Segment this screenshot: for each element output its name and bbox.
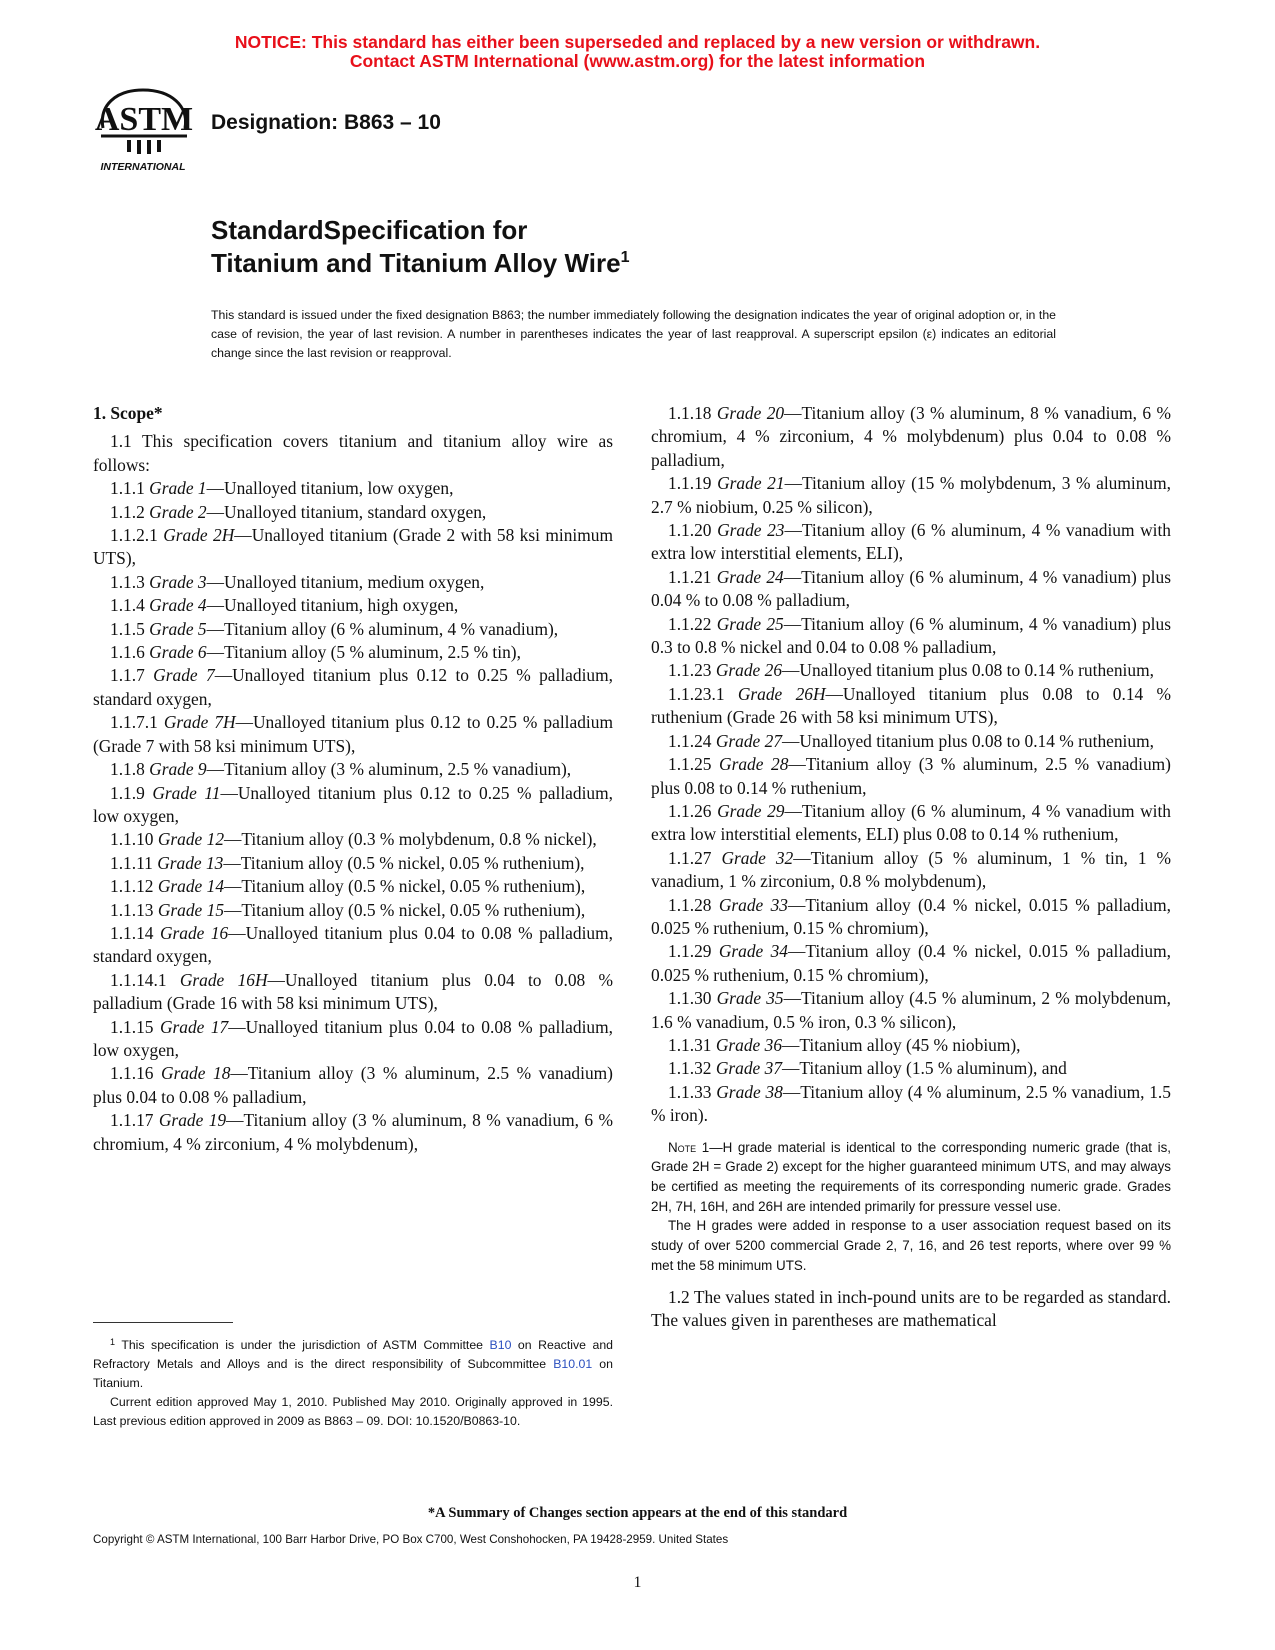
grade-item: 1.1.5 Grade 5—Titanium alloy (6 % aluminum, 4 % vanadium),: [110, 618, 559, 639]
copyright: Copyright © ASTM International, 100 Barr Harbor Drive, PO Box C700, West Conshohocken, PA 19428-2959. United States: [93, 1533, 729, 1546]
grade-item: 1.1.23.1 Grade 26H—Unalloyed titanium plus 0.08 to 0.14 % ruthenium (Grade 26 with 58 ksi minimum UTS),: [651, 683, 1171, 728]
grade-item: 1.1.24 Grade 27—Unalloyed titanium plus 0.08 to 0.14 % ruthenium,: [668, 730, 1154, 751]
astm-logo-icon: [93, 84, 195, 176]
page-number: 1: [633, 1574, 642, 1591]
grade-item: 1.1.4 Grade 4—Unalloyed titanium, high oxygen,: [110, 595, 459, 616]
note-label: Note 1: [668, 1139, 710, 1155]
designation: Designation: B863 – 10: [211, 111, 441, 134]
grade-item: 1.1.19 Grade 21—Titanium alloy (15 % molybdenum, 3 % aluminum, 2.7 % niobium, 0.25 % silicon),: [651, 473, 1171, 517]
notice-line-1: NOTICE: This standard has either been superseded and replaced by a new version or withdrawn.: [234, 32, 1041, 52]
grade-item: 1.1.12 Grade 14—Titanium alloy (0.5 % nickel, 0.05 % ruthenium),: [110, 876, 586, 897]
page-title: [211, 214, 629, 280]
logo-mark: ASTM: [94, 101, 194, 138]
subcommittee-link[interactable]: B10.01: [553, 1357, 593, 1371]
grade-item: 1.1.26 Grade 29—Titanium alloy (6 % aluminum, 4 % vanadium with extra low interstitial elements, ELI) plus 0.08 to 0.14 % ruthenium,: [651, 800, 1171, 845]
grade-item: 1.1.22 Grade 25—Titanium alloy (6 % aluminum, 4 % vanadium) plus 0.3 to 0.8 % nickel and 0.04 to 0.08 % palladium,: [651, 613, 1171, 658]
footnote-1: $^1$ This specification is under the jurisdiction of ASTM Committee B10 on Reactive and Refractory Metals and Alloys and is the direct responsibility of Subcommittee B10.01 on Titanium.: [93, 1337, 613, 1390]
grade-item: 1.1.2 Grade 2—Unalloyed titanium, standard oxygen,: [110, 501, 487, 522]
grade-item: 1.1.32 Grade 37—Titanium alloy (1.5 % aluminum), and: [668, 1058, 1067, 1079]
grade-item: 1.1.33 Grade 38—Titanium alloy (4 % aluminum, 2.5 % vanadium, 1.5 % iron).: [651, 1081, 1171, 1126]
section-heading: 1. Scope*: [93, 403, 163, 423]
note-1-continued: The H grades were added in response to a user association request based on its study of over 5200 commercial Grade 2, 7, 16, and 26 test reports, where over 99 % met the 58 minimum UTS.: [651, 1218, 1171, 1273]
grade-item: 1.1.28 Grade 33—Titanium alloy (0.4 % nickel, 0.015 % palladium, 0.025 % ruthenium, 0.15 % chromium),: [651, 894, 1171, 938]
grade-item: 1.1.31 Grade 36—Titanium alloy (45 % niobium),: [668, 1034, 1021, 1055]
grade-item: 1.1.14.1 Grade 16H—Unalloyed titanium plus 0.04 to 0.08 % palladium (Grade 16 with 58 ksi minimum UTS),: [93, 969, 613, 1014]
grade-item: 1.1.17 Grade 19—Titanium alloy (3 % aluminum, 8 % vanadium, 6 % chromium, 4 % zirconium, 4 % molybdenum),: [93, 1110, 613, 1154]
grade-item: 1.1.14 Grade 16—Unalloyed titanium plus 0.04 to 0.08 % palladium, standard oxygen,: [93, 922, 613, 967]
grade-item: 1.1.25 Grade 28—Titanium alloy (3 % aluminum, 2.5 % vanadium) plus 0.08 to 0.14 % ruthenium,: [651, 754, 1171, 798]
grade-item: 1.1.20 Grade 23—Titanium alloy (6 % aluminum, 4 % vanadium with extra low interstitial elements, ELI),: [651, 520, 1171, 564]
grade-item: 1.1.7.1 Grade 7H—Unalloyed titanium plus 0.12 to 0.25 % palladium (Grade 7 with 58 ksi minimum UTS),: [93, 712, 613, 756]
grade-item: 1.1.27 Grade 32—Titanium alloy (5 % aluminum, 1 % tin, 1 % vanadium, 1 % zirconium, 0.8 % molybdenum),: [651, 847, 1171, 892]
title-footnote-ref: 1: [620, 249, 630, 266]
summary-of-changes-note: *A Summary of Changes section appears at the end of this standard: [427, 1505, 848, 1521]
grade-list-right: [651, 402, 1171, 1128]
footnote-divider: [93, 1322, 233, 1323]
logo-org: INTERNATIONAL: [100, 161, 186, 173]
title-line-1: StandardSpecification for: [211, 215, 528, 245]
grade-item: 1.1.8 Grade 9—Titanium alloy (3 % aluminum, 2.5 % vanadium),: [110, 759, 572, 780]
grade-item: 1.1.29 Grade 34—Titanium alloy (0.4 % nickel, 0.015 % palladium, 0.025 % ruthenium, 0.15 % chromium),: [651, 941, 1171, 985]
grade-item: 1.1.6 Grade 6—Titanium alloy (5 % aluminum, 2.5 % tin),: [110, 642, 521, 663]
grade-item: 1.1.18 Grade 20—Titanium alloy (3 % aluminum, 8 % vanadium, 6 % chromium, 4 % zirconium, 4 % molybdenum) plus 0.04 to 0.08 % palladium,: [651, 403, 1171, 470]
intro-paragraph: This standard is issued under the fixed designation B863; the number immediately following the designation indicates the year of original adoption or, in the case of revision, the year of last revision. A number in parentheses indicates the year of last reapproval. A superscript epsilon (ε) indicates an editorial change since the last revision or reapproval.: [211, 308, 1056, 360]
grade-item: 1.1.30 Grade 35—Titanium alloy (4.5 % aluminum, 2 % molybdenum, 1.6 % vanadium, 0.5 % iron, 0.3 % silicon),: [651, 988, 1171, 1032]
title-line-2: [211, 247, 629, 280]
grade-item: 1.1.2.1 Grade 2H—Unalloyed titanium (Grade 2 with 58 ksi minimum UTS),: [93, 525, 613, 569]
notice-banner: [0, 33, 1275, 71]
right-column: [651, 402, 1171, 1332]
grade-item: 1.1.11 Grade 13—Titanium alloy (0.5 % nickel, 0.05 % ruthenium),: [110, 852, 585, 873]
paragraph-1-1: 1.1 This specification covers titanium and titanium alloy wire as follows:: [93, 431, 613, 475]
title-text: Titanium and Titanium Alloy Wire: [211, 248, 621, 278]
grade-item: 1.1.9 Grade 11—Unalloyed titanium plus 0.12 to 0.25 % palladium, low oxygen,: [93, 782, 613, 826]
footnote-2: Current edition approved May 1, 2010. Published May 2010. Originally approved in 1995. Last previous edition approved in 2009 as B863 – 09. DOI: 10.1520/B0863-10.: [93, 1395, 613, 1428]
grade-item: 1.1.23 Grade 26—Unalloyed titanium plus 0.08 to 0.14 % ruthenium,: [668, 660, 1154, 681]
grade-item: 1.1.13 Grade 15—Titanium alloy (0.5 % nickel, 0.05 % ruthenium),: [110, 899, 586, 920]
left-column: [93, 402, 613, 1156]
grade-item: 1.1.3 Grade 3—Unalloyed titanium, medium oxygen,: [110, 571, 485, 592]
grade-item: 1.1.7 Grade 7—Unalloyed titanium plus 0.12 to 0.25 % palladium, standard oxygen,: [93, 665, 613, 709]
footnotes: [93, 1336, 613, 1431]
notice-line-2: Contact ASTM International (www.astm.org) for the latest information: [349, 51, 926, 71]
grade-item: 1.1.1 Grade 1—Unalloyed titanium, low oxygen,: [110, 478, 454, 499]
grade-list-left: [93, 477, 613, 1156]
committee-link[interactable]: B10: [489, 1338, 512, 1352]
grade-item: 1.1.15 Grade 17—Unalloyed titanium plus 0.04 to 0.08 % palladium, low oxygen,: [93, 1016, 613, 1060]
note-1: [651, 1138, 1171, 1217]
grade-item: 1.1.10 Grade 12—Titanium alloy (0.3 % molybdenum, 0.8 % nickel),: [110, 829, 597, 850]
paragraph-1-2: 1.2 The values stated in inch-pound units are to be regarded as standard. The values given in parentheses are mathematical: [651, 1286, 1171, 1330]
note-text: —H grade material is identical to the corresponding numeric grade (that is, Grade 2H = Grade 2) except for the higher guaranteed minimum UTS, and may always be certified as meeting the requirements of its corresponding numeric grade. Grades 2H, 7H, 16H, and 26H are intended primarily for pressure vessel use.: [651, 1139, 1171, 1214]
grade-item: 1.1.16 Grade 18—Titanium alloy (3 % aluminum, 2.5 % vanadium) plus 0.04 to 0.08 % palladium,: [93, 1063, 613, 1107]
footnote-1-ref: 1: [110, 1337, 116, 1347]
grade-item: 1.1.21 Grade 24—Titanium alloy (6 % aluminum, 4 % vanadium) plus 0.04 % to 0.08 % palladium,: [651, 566, 1171, 611]
